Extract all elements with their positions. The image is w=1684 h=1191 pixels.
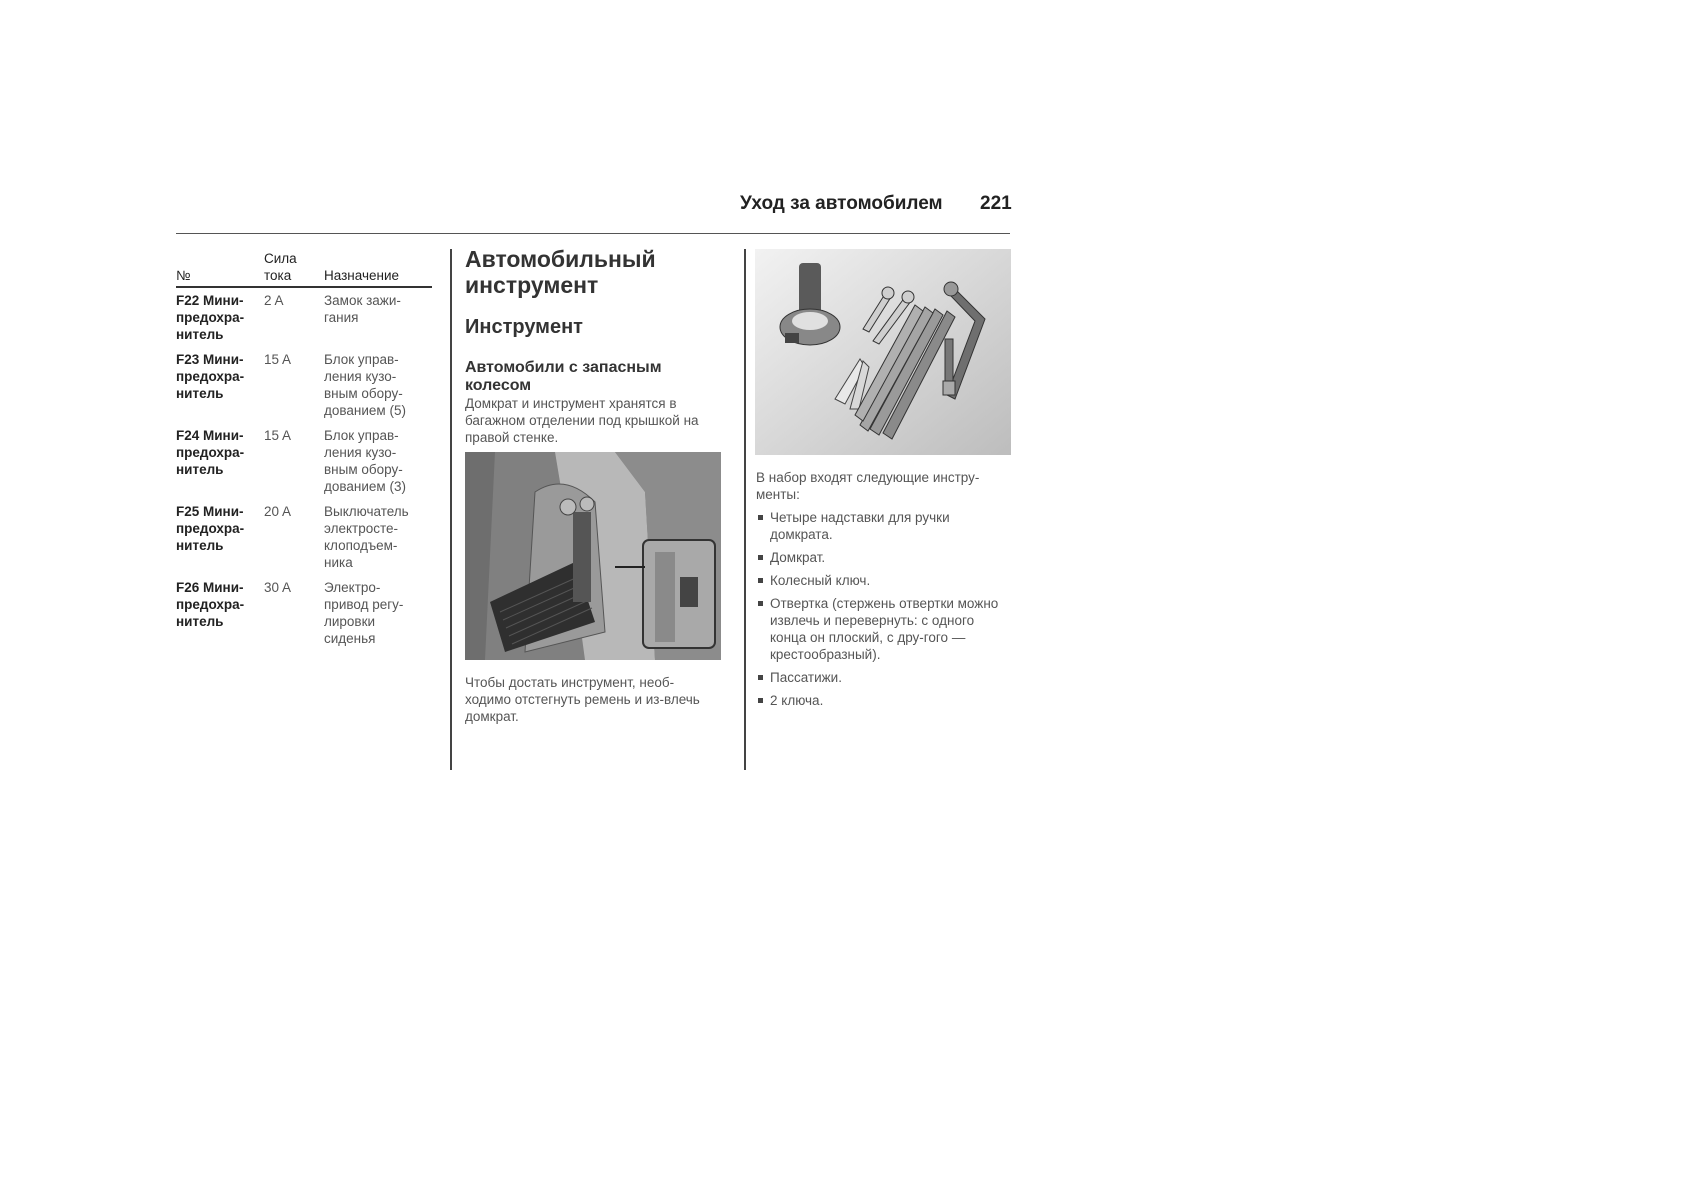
fuse-current: 20 A <box>264 504 292 519</box>
fuse-current: 30 A <box>264 580 292 595</box>
tool-list-intro: В набор входят следующие инстру-менты: <box>756 470 980 502</box>
list-item: Пассатижи. <box>756 669 1012 686</box>
fuse-number-text: F22 Мини-предохра-нитель <box>176 293 245 342</box>
fuse-number <box>176 347 264 423</box>
list-item: Четыре надставки для ручки домкрата. <box>756 509 990 543</box>
column-divider-left <box>450 249 452 770</box>
list-item: Домкрат. <box>756 549 1012 566</box>
tool-kit-illustration <box>755 249 1011 455</box>
section-heading: Автомобильный инструмент <box>465 246 656 298</box>
col-header-number: № <box>176 250 264 287</box>
list-item: 2 ключа. <box>756 692 1012 709</box>
fuse-table-header <box>176 250 432 287</box>
table-row <box>176 347 432 423</box>
tool-list-section <box>756 469 1012 715</box>
header-divider <box>176 233 1010 234</box>
fuse-purpose-text: Блок управ-ления кузо-вным обору-дованием (5) <box>324 352 406 418</box>
list-item: Отвертка (стержень отвертки можно извлечь и перевернуть: с одного конца он плоский, с дру-гого — крестообразный). <box>756 595 1008 663</box>
fuse-table <box>176 250 432 651</box>
page-number: 221 <box>980 193 1012 214</box>
table-row <box>176 423 432 499</box>
running-header-title: Уход за автомобилем <box>740 193 943 214</box>
fuse-purpose-text: Электро-привод регу-лировки сиденья <box>324 580 404 646</box>
fuse-number-text: F23 Мини-предохра-нитель <box>176 352 245 401</box>
col-header-current <box>264 250 324 287</box>
list-item: Колесный ключ. <box>756 572 1012 589</box>
col-header-current-label: Сила тока <box>264 251 297 283</box>
fuse-number-text: F25 Мини-предохра-нитель <box>176 504 245 553</box>
fuse-number <box>176 287 264 347</box>
fuse-number <box>176 575 264 651</box>
fuse-number-text: F24 Мини-предохра-нитель <box>176 428 245 477</box>
trunk-storage-illustration <box>465 452 721 660</box>
fuse-current: 15 A <box>264 352 292 367</box>
fuse-purpose-text: Выключатель электросте-клоподъем-ника <box>324 504 409 570</box>
fuse-current: 2 A <box>264 293 284 308</box>
fuse-purpose <box>324 499 432 575</box>
fuse-current: 15 A <box>264 428 292 443</box>
table-row <box>176 287 432 347</box>
tools-section <box>465 246 727 446</box>
fuse-purpose <box>324 287 432 347</box>
col-header-purpose: Назначение <box>324 250 432 287</box>
removal-paragraph: Чтобы достать инструмент, необ-ходимо отстегнуть ремень и из-влечь домкрат. <box>465 675 700 724</box>
tool-kit-photo <box>755 249 1011 455</box>
fuse-purpose-text: Замок зажи-гания <box>324 293 401 325</box>
fuse-number <box>176 423 264 499</box>
table-row <box>176 499 432 575</box>
fuse-number <box>176 499 264 575</box>
fuse-purpose <box>324 347 432 423</box>
storage-paragraph: Домкрат и инструмент хранятся в багажном отделении под крышкой на правой стенке. <box>465 396 699 445</box>
fuse-purpose <box>324 423 432 499</box>
trunk-storage-photo <box>465 452 721 660</box>
table-row <box>176 575 432 651</box>
tool-list <box>756 509 1012 709</box>
fuse-purpose-text: Блок управ-ления кузо-вным обору-дованием (3) <box>324 428 406 494</box>
subsection-heading: Инструмент <box>465 316 583 338</box>
column-divider-right <box>744 249 746 770</box>
fuse-purpose <box>324 575 432 651</box>
removal-instructions <box>465 674 721 725</box>
fuse-number-text: F26 Мини-предохра-нитель <box>176 580 245 629</box>
sub-subsection-heading: Автомобили с запасным колесом <box>465 359 662 394</box>
